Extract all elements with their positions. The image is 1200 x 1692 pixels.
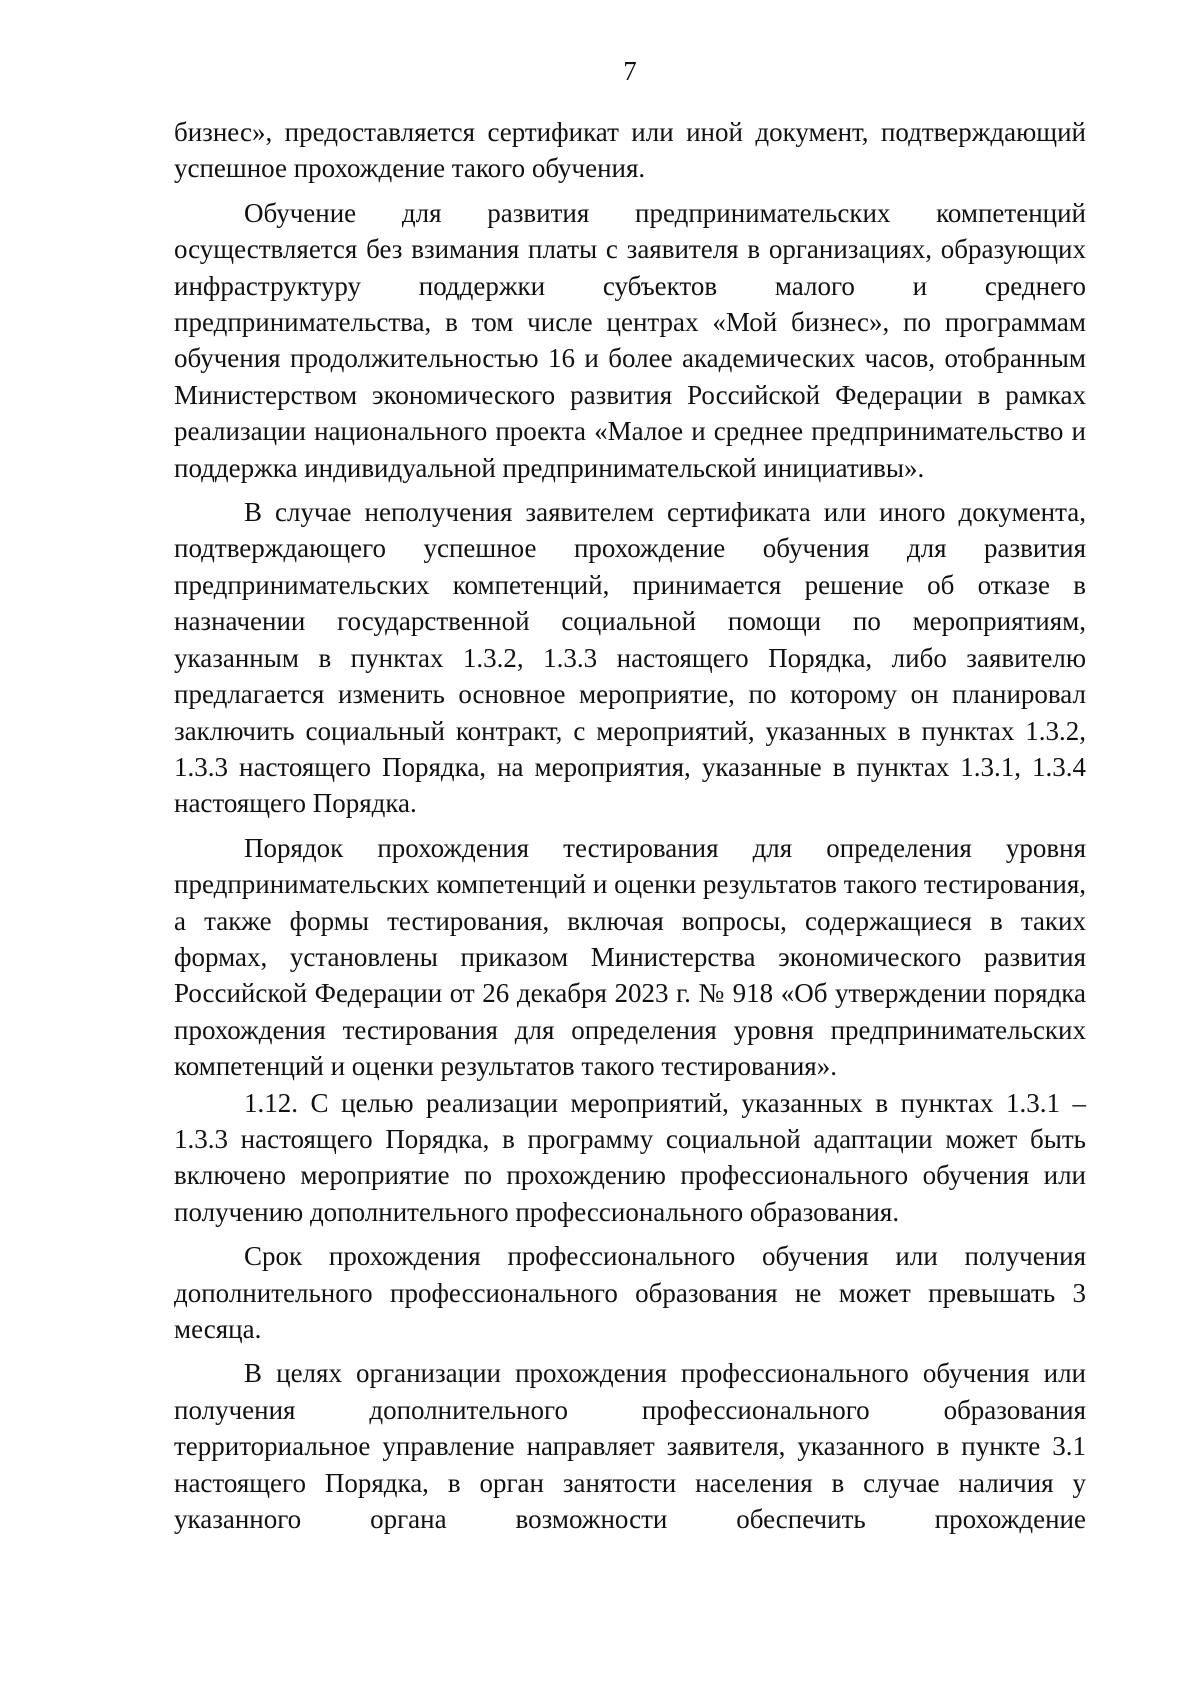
page-number: 7 [623,56,637,86]
paragraph-continuation: бизнес», предоставляется сертификат или иной документ, подтверждающий успешное прохождение такого обучения. [174,117,1086,184]
paragraph-1-12: 1.12. С целью реализации мероприятий, указанных в пунктах 1.3.1 – 1.3.3 настоящего Порядка, в программу социальной адаптации может быть включено мероприятие по прохождению профессионального обучения или получению дополнительного профессионального образования. [174,1087,1086,1227]
paragraph-testing-procedure: Порядок прохождения тестирования для определения уровня предпринимательских компетенций и оценки результатов такого тестирования, а также формы тестирования, включая вопросы, содержащиеся в таких формах, установлены приказом Министерства экономического развития Российской Федерации от 26 декабря 2023 г. № 918 «Об утверждении порядка прохождения тестирования для определения уровня предпринимательских компетенций и оценки результатов такого тестирования». [174,832,1086,1082]
paragraph-certificate-refusal: В случае неполучения заявителем сертификата или иного документа, подтверждающего успешное прохождение обучения для развития предпринимательских компетенций, принимается решение об отказе в назначении государственной социальной помощи по мероприятиям, указанным в пунктах 1.3.2, 1.3.3 настоящего Порядка, либо заявителю предлагается изменить основное мероприятие, по которому он планировал заключить социальный контракт, с мероприятий, указанных в пунктах 1.3.2, 1.3.3 настоящего Порядка, на мероприятия, указанные в пунктах 1.3.1, 1.3.4 настоящего Порядка. [174,497,1086,819]
paragraph-training-free: Обучение для развития предпринимательских компетенций осуществляется без взимания платы с заявителя в организациях, образующих инфраструктуру поддержки субъектов малого и среднего предпринимательства, в том числе центрах «Мой бизнес», по программам обучения продолжительностью 16 и более академических часов, отобранным Министерством экономического развития Российской Федерации в рамках реализации национального проекта «Малое и среднее предпринимательство и поддержка индивидуальной предпринимательской инициативы». [174,197,1086,483]
paragraph-employment-referral: В целях организации прохождения профессионального обучения или получения дополнительного профессионального образования территориальное управление направляет заявителя, указанного в пункте 3.1 настоящего Порядка, в орган занятости населения в случае наличия у указанного органа возможности обеспечить прохождение [174,1358,1086,1535]
document-body [174,114,1086,1537]
paragraph-training-term: Срок прохождения профессионального обучения или получения дополнительного профессионального образования не может превышать 3 месяца. [174,1241,1086,1344]
